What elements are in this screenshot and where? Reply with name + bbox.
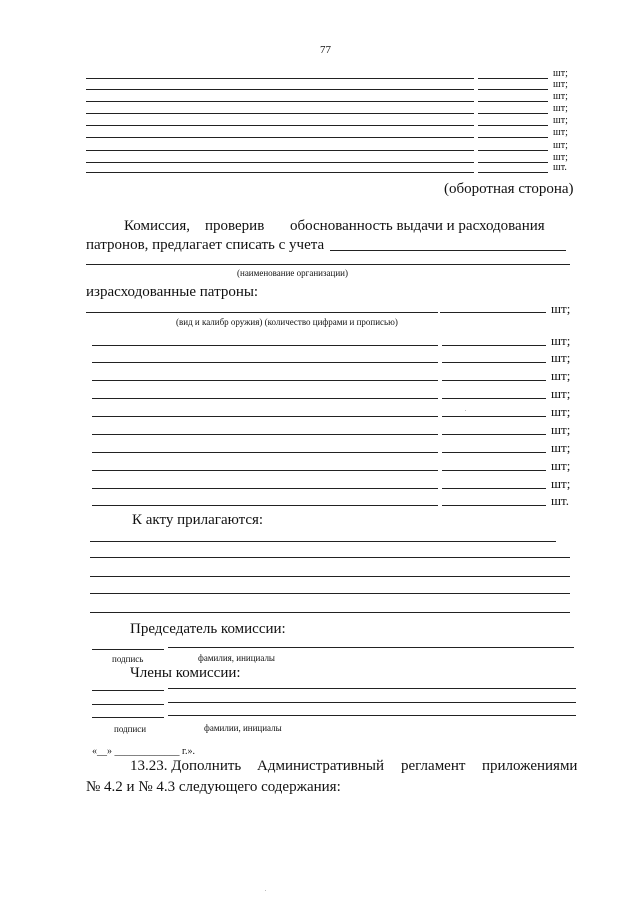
- weapon-qty-line: [442, 488, 546, 489]
- top-name-line: [86, 113, 474, 114]
- clause-text-1b: Административный: [257, 758, 385, 774]
- attached-line-2: [90, 557, 570, 558]
- members-sig-line-2: [92, 704, 164, 705]
- weapon-unit-label: шт;: [551, 333, 571, 348]
- attached-label: К акту прилагаются:: [132, 512, 264, 528]
- weapon-unit-label: шт;: [551, 476, 571, 491]
- weapon-line: [92, 505, 438, 506]
- chairman-sig-caption: подпись: [112, 654, 144, 664]
- weapon-unit-label: шт;: [551, 422, 571, 437]
- weapon-qty-line: [442, 345, 546, 346]
- top-qty-line: [478, 113, 548, 114]
- top-name-line: [86, 172, 474, 173]
- clause-text-1a: 13.23. Дополнить: [130, 758, 242, 774]
- weapon-unit-0: шт;: [551, 301, 571, 316]
- org-caption: (наименование организации): [237, 268, 348, 278]
- top-qty-line: [478, 150, 548, 151]
- members-sig-line-3: [92, 717, 164, 718]
- chairman-name-caption: фамилия, инициалы: [198, 653, 275, 663]
- top-qty-line: [478, 89, 548, 90]
- top-unit-label: шт;: [553, 140, 568, 151]
- clause-text-2: № 4.2 и № 4.3 следующего содержания:: [86, 779, 341, 795]
- weapon-line: [92, 470, 438, 471]
- weapon-unit-label: шт;: [551, 440, 571, 455]
- weapon-qty-line: [442, 362, 546, 363]
- scan-speck: [465, 410, 466, 411]
- top-name-line: [86, 78, 474, 79]
- top-unit-label: шт;: [553, 68, 568, 79]
- members-name-line-2: [168, 702, 576, 703]
- top-unit-label: шт;: [553, 91, 568, 102]
- members-sig-caption: подписи: [114, 724, 147, 734]
- weapon-unit-label: шт;: [551, 368, 571, 383]
- weapon-line: [92, 380, 438, 381]
- members-label: Члены комиссии:: [130, 665, 241, 681]
- top-qty-line: [478, 101, 548, 102]
- weapon-qty-line: [442, 434, 546, 435]
- weapon-line: [92, 345, 438, 346]
- attached-line-3: [90, 576, 570, 577]
- page-number: 77: [320, 44, 331, 56]
- weapon-unit-label: шт;: [551, 386, 571, 401]
- top-qty-line: [478, 125, 548, 126]
- spent-label: израсходованные патроны:: [86, 284, 259, 300]
- commission-text-1b: проверив: [205, 218, 265, 234]
- scan-speck: [265, 890, 266, 891]
- top-name-line: [86, 125, 474, 126]
- weapon-unit-label: шт;: [551, 458, 571, 473]
- top-name-line: [86, 89, 474, 90]
- attached-line-4: [90, 593, 570, 594]
- weapon-line: [92, 452, 438, 453]
- weapon-line-a: [86, 312, 438, 313]
- weapon-qty-line: [442, 416, 546, 417]
- commission-text-2: патронов, предлагает списать с учета: [86, 237, 325, 253]
- weapon-qty-line: [442, 452, 546, 453]
- weapon-qty-line: [442, 470, 546, 471]
- weapon-qty-line: [442, 398, 546, 399]
- clause-text-1d: приложениями: [482, 758, 578, 774]
- top-unit-label: шт;: [553, 115, 568, 126]
- top-qty-line: [478, 172, 548, 173]
- weapon-qty-line: [442, 505, 546, 506]
- commission-text-1a: Комиссия,: [124, 218, 190, 234]
- top-name-line: [86, 137, 474, 138]
- weapon-line: [92, 362, 438, 363]
- weapon-line: [92, 434, 438, 435]
- weapon-line: [92, 488, 438, 489]
- attached-line-5: [90, 612, 570, 613]
- top-qty-line: [478, 137, 548, 138]
- clause-text-1c: регламент: [401, 758, 466, 774]
- weapon-caption: (вид и калибр оружия) (количество цифрами и прописью): [176, 317, 398, 327]
- weapon-line: [92, 398, 438, 399]
- commission-text-1c: обоснованность выдачи и расходования: [290, 218, 545, 234]
- chairman-name-line: [168, 647, 574, 648]
- top-name-line: [86, 162, 474, 163]
- members-name-line-1: [168, 688, 576, 689]
- members-name-caption: фамилии, инициалы: [204, 723, 282, 733]
- members-name-line-3: [168, 715, 576, 716]
- top-unit-label: шт;: [553, 103, 568, 114]
- top-name-line: [86, 150, 474, 151]
- weapon-unit-label: шт.: [551, 493, 569, 508]
- date-line: «__» _____________ г.».: [92, 746, 195, 757]
- top-unit-label: шт.: [553, 162, 567, 173]
- weapon-unit-label: шт;: [551, 350, 571, 365]
- reverse-side-heading: (оборотная сторона): [444, 181, 574, 197]
- top-unit-label: шт;: [553, 79, 568, 90]
- attached-line-1: [90, 541, 556, 542]
- top-name-line: [86, 101, 474, 102]
- weapon-qty-line-a: [440, 312, 546, 313]
- chairman-label: Председатель комиссии:: [130, 621, 286, 637]
- org-field-line-1: [330, 250, 566, 251]
- top-qty-line: [478, 78, 548, 79]
- weapon-qty-line: [442, 380, 546, 381]
- org-field-line-2: [86, 264, 570, 265]
- weapon-unit-label: шт;: [551, 404, 571, 419]
- top-qty-line: [478, 162, 548, 163]
- top-unit-label: шт;: [553, 127, 568, 138]
- chairman-sig-line: [92, 649, 164, 650]
- members-sig-line-1: [92, 690, 164, 691]
- top-unit-label: шт;: [553, 152, 568, 163]
- weapon-line: [92, 416, 438, 417]
